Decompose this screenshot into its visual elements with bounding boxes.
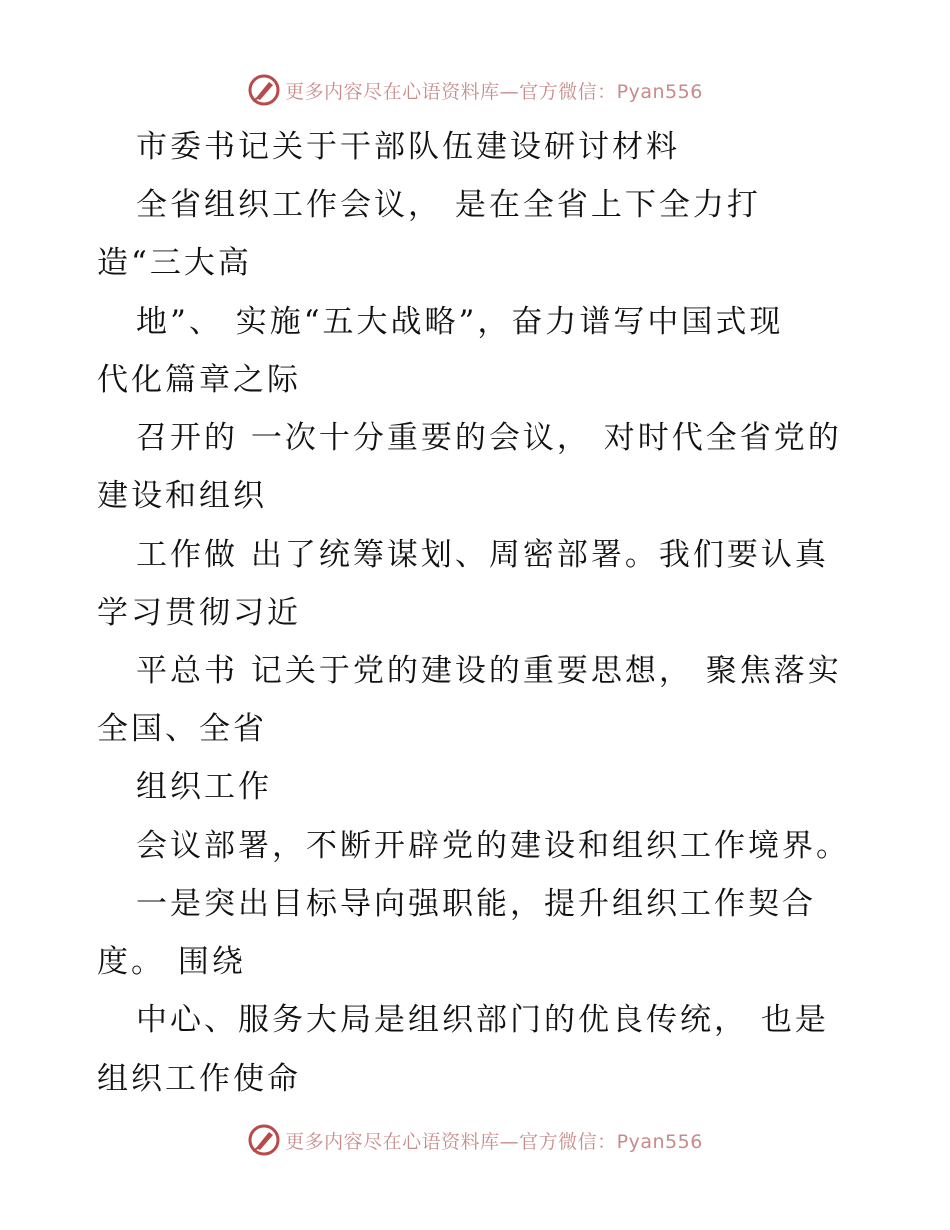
paragraph-line: 造“三大高 bbox=[97, 245, 252, 281]
paragraph-line: 组织工作 bbox=[136, 769, 272, 805]
footer-watermark-text: 更多内容尽在心语资料库—官方微信：Pyan556 bbox=[285, 1130, 703, 1153]
paragraph-line: 代化篇章之际 bbox=[97, 362, 301, 398]
paragraph-line: 学习贯彻习近 bbox=[97, 595, 301, 631]
paragraph-line: 中心、服务大局是组织部门的优良传统， 也是 bbox=[136, 1002, 829, 1038]
header-watermark bbox=[0, 70, 950, 110]
quill-pen-circle-icon bbox=[247, 1123, 281, 1157]
header-watermark-text: 更多内容尽在心语资料库—官方微信：Pyan556 bbox=[285, 80, 703, 103]
quill-pen-circle-icon bbox=[247, 73, 281, 107]
paragraph-line: 召开的 一次十分重要的会议， 对时代全省党的 bbox=[136, 420, 842, 456]
footer-watermark bbox=[0, 1120, 950, 1160]
paragraph-line: 度。 围绕 bbox=[97, 944, 246, 980]
paragraph-line: 全国、全省 bbox=[97, 711, 267, 747]
paragraph-line: 一是突出目标导向强职能，提升组织工作契合 bbox=[136, 886, 816, 922]
paragraph-line: 会议部署，不断开辟党的建设和组织工作境界。 bbox=[136, 828, 850, 864]
paragraph-line: 建设和组织 bbox=[97, 478, 267, 514]
document-title: 市委书记关于干部队伍建设研讨材料 bbox=[136, 129, 680, 165]
paragraph-line: 地”、 实施“五大战略”，奋力谱写中国式现 bbox=[136, 304, 784, 340]
paragraph-line: 组织工作使命 bbox=[97, 1061, 301, 1097]
paragraph-line: 全省组织工作会议， 是在全省上下全力打 bbox=[136, 187, 761, 223]
paragraph-line: 平总书 记关于党的建设的重要思想， 聚焦落实 bbox=[136, 653, 842, 689]
paragraph-line: 工作做 出了统筹谋划、周密部署。我们要认真 bbox=[136, 537, 829, 573]
